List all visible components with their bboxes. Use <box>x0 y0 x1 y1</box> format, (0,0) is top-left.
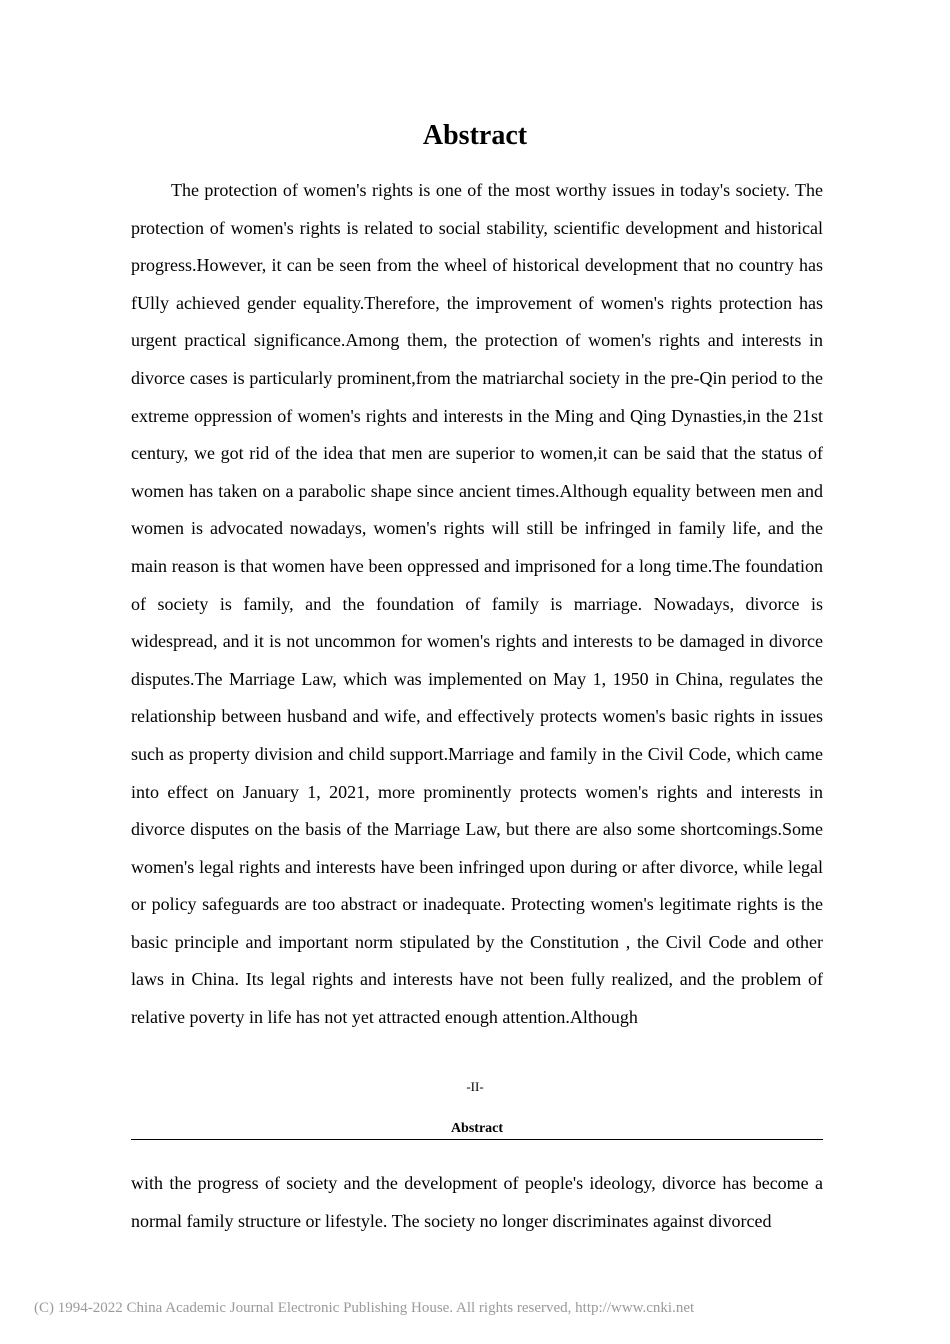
copyright-notice: (C) 1994-2022 China Academic Journal Electronic Publishing House. All rights reserved, http://www.cnki.net <box>34 1300 695 1316</box>
page-title: Abstract <box>422 120 528 151</box>
abstract-paragraph: The protection of women's rights is one of the most worthy issues in today's society. The protection of women's rights is related to social stability, scientific development and historical progress.However, it can be seen from the wheel of historical development that no country has fUlly achieved gender equality.Therefore, the improvement of women's rights protection has urgent practical significance.Among them, the protection of women's rights and interests in divorce cases is particularly prominent,from the matriarchal society in the pre-Qin period to the extreme oppression of women's rights and interests in the Ming and Qing Dynasties,in the 21st century, we got rid of the idea that men are superior to women,it can be said that the status of women has taken on a parabolic shape since ancient times.Although equality between men and women is advocated nowadays, women's rights will still be infringed in family life, and the main reason is that women have been oppressed and imprisoned for a long time.The foundation of society is family, and the foundation of family is marriage. Nowadays, divorce is widespread, and it is not uncommon for women's rights and interests to be damaged in divorce disputes.The Marriage Law, which was implemented on May 1, 1950 in China, regulates the relationship between husband and wife, and effectively protects women's basic rights in issues such as property division and child support.Marriage and family in the Civil Code, which came into effect on January 1, 2021, more prominently protects women's rights and interests in divorce disputes on the basis of the Marriage Law, but there are also some shortcomings.Some women's legal rights and interests have been infringed upon during or after divorce, while legal or policy safeguards are too abstract or inadequate. Protecting women's legitimate rights is the basic principle and important norm stipulated by the Constitution , the Civil Code and other laws in China. Its legal rights and interests have not been fully realized, and the problem of relative poverty in life has not yet attracted enough attention.Although <box>131 180 823 1028</box>
running-header: Abstract <box>450 1121 504 1136</box>
continued-paragraph: with the progress of society and the development of people's ideology, divorce has become a normal family structure or lifestyle. The society no longer discriminates against divorced <box>131 1173 823 1231</box>
page-number: -II- <box>466 1079 484 1094</box>
header-rule <box>131 1139 823 1140</box>
